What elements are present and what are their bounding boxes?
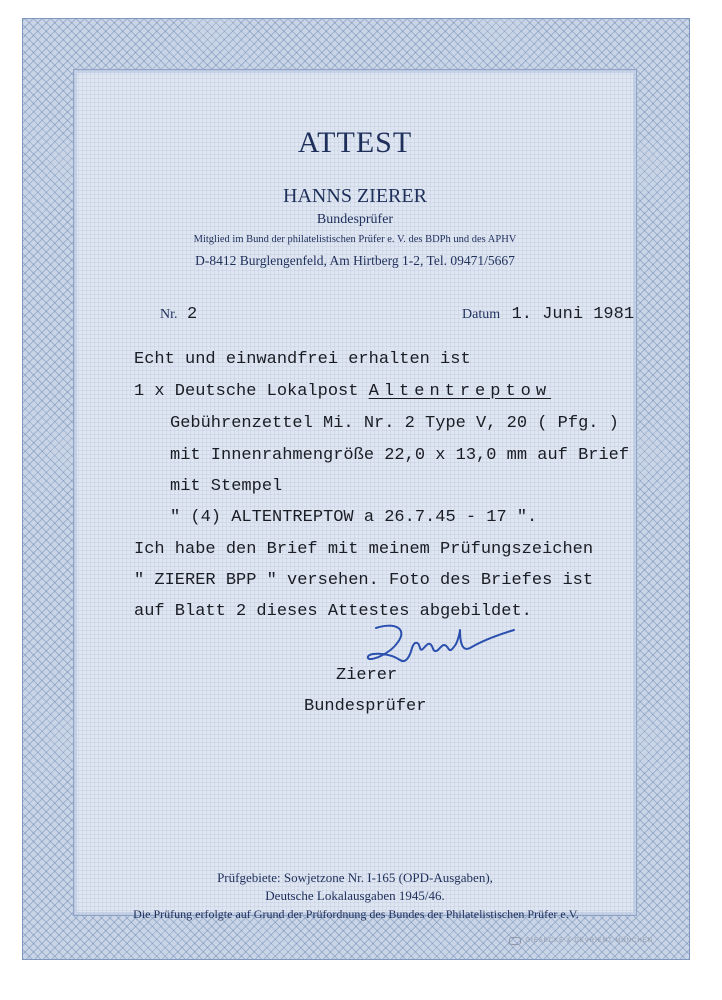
datum-label: Datum: [462, 307, 501, 322]
body-line-2: [134, 382, 551, 401]
body-line-5: mit Stempel: [170, 477, 283, 496]
printer-imprint: [509, 937, 653, 945]
nr-value: 2: [187, 305, 198, 324]
membership-line: Mitglied im Bund der philatelistischen Prüfer e. V. des BDPh und des APHV: [193, 234, 517, 245]
footer-line-1: Prüfgebiete: Sowjetzone Nr. I-165 (OPD-Ausgaben),: [217, 870, 493, 885]
footer-line-2: Deutsche Lokalausgaben 1945/46.: [265, 888, 445, 903]
printer-logo-icon: [509, 937, 521, 945]
body-line-3: Gebührenzettel Mi. Nr. 2 Type V, 20 ( Pfg. ): [170, 414, 619, 433]
item-prefix: 1 x Deutsche Lokalpost: [134, 382, 359, 401]
body-line-4: mit Innenrahmengröße 22,0 x 13,0 mm auf Brief: [170, 446, 630, 465]
nr-label: Nr.: [160, 307, 178, 322]
certificate-panel: [73, 69, 637, 916]
footer-line-3: Die Prüfung erfolgte auf Grund der Prüfordnung des Bundes der Philatelistischen Prüfer e.V.: [133, 907, 579, 921]
signatory-title: Bundesprüfer: [304, 697, 427, 716]
body-line-1: Echt und einwandfrei erhalten ist: [134, 350, 471, 369]
signatory-name: Zierer: [336, 666, 398, 685]
body-line-8: " ZIERER BPP " versehen. Foto des Briefes ist: [134, 571, 594, 590]
place-name: Altentreptow: [368, 382, 552, 401]
certificate-number: [160, 305, 197, 324]
examiner-role: Bundesprüfer: [316, 212, 394, 227]
examiner-name: HANNS ZIERER: [283, 185, 427, 207]
body-line-7: Ich habe den Brief mit meinem Prüfungszeichen: [134, 540, 594, 559]
address-line: D-8412 Burglengenfeld, Am Hirtberg 1-2, Tel. 09471/5667: [195, 253, 515, 268]
printer-name: GIESECKE & DEVRIENT MÜNCHEN: [525, 938, 653, 944]
body-line-6: " (4) ALTENTREPTOW a 26.7.45 - 17 ".: [170, 508, 538, 527]
body-line-9: auf Blatt 2 dieses Attestes abgebildet.: [134, 602, 532, 621]
certificate-border: [22, 18, 690, 960]
datum-value: 1. Juni 1981: [511, 305, 635, 324]
document-title: ATTEST: [297, 126, 413, 159]
certificate-date: [462, 305, 634, 324]
